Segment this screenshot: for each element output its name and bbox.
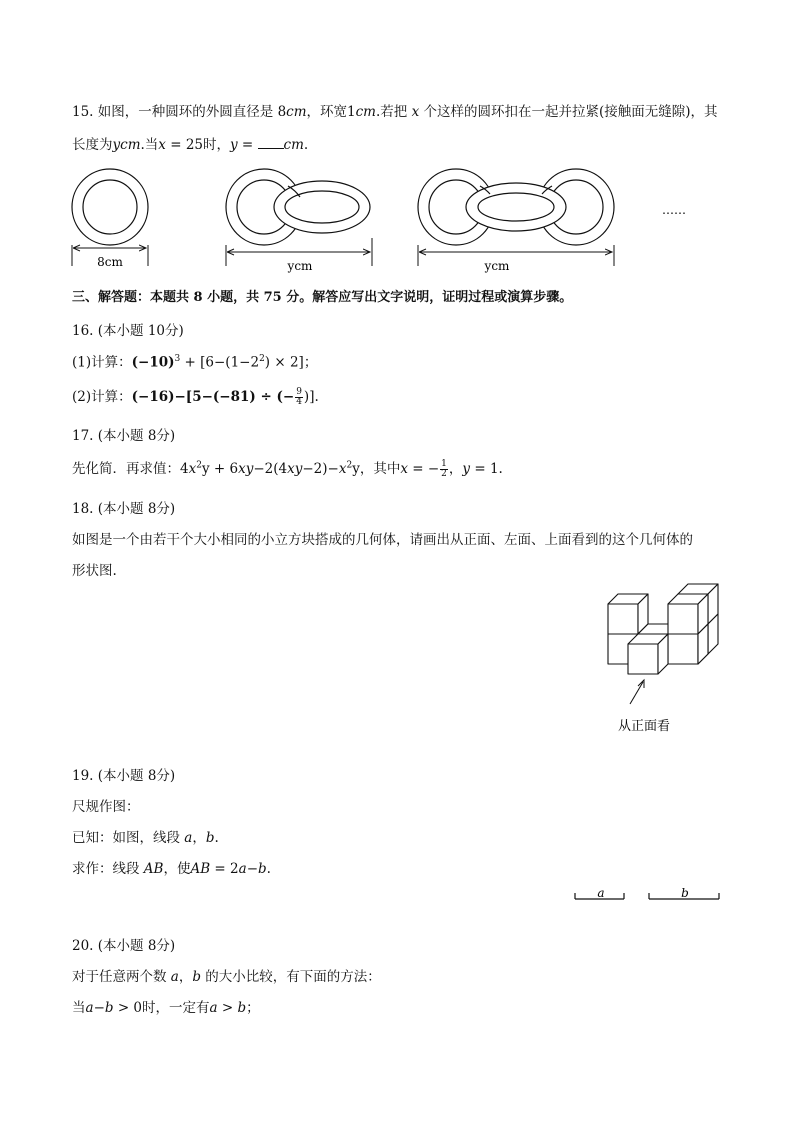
q20-text: 的大小比较，有下面的方法：	[201, 969, 381, 985]
q17-var: y	[462, 461, 471, 477]
q19-text: .	[266, 861, 271, 877]
q15-var: y	[230, 137, 238, 153]
q15-var: ycm	[112, 137, 141, 153]
segment-b-label: b	[681, 886, 689, 900]
single-ring	[72, 169, 148, 245]
q18-line-2: 形状图.	[72, 563, 117, 579]
front-view-caption: 从正面看	[617, 719, 671, 734]
q17-text: y，其中	[352, 461, 401, 477]
q20-text: 对于任意两个数	[72, 969, 171, 985]
q16-math: (−16)−[5−(−81) ÷ (−	[131, 389, 295, 405]
three-rings	[418, 169, 614, 245]
q16-math: ) × 2]；	[264, 354, 318, 371]
frac-den: 4	[296, 397, 302, 407]
cubes-figure	[598, 582, 728, 742]
q16-text: (1)计算：	[72, 354, 132, 371]
q17-var: xy	[287, 461, 303, 477]
answer-blank[interactable]	[258, 136, 284, 149]
q20-var: a	[209, 1000, 218, 1016]
q19-title: 19. (本小题 8分)	[72, 768, 176, 784]
q17-var: xy	[238, 461, 254, 477]
ring-figure	[0, 160, 794, 280]
q16-title: 16. (本小题 10分)	[72, 323, 184, 339]
q20-text: ，	[178, 969, 193, 985]
q17-math: y + 6	[201, 461, 239, 477]
q16-exp: 2	[259, 354, 265, 364]
fig-label-8cm: 8cm	[97, 255, 123, 269]
section-instructions: 本题共 8 小题，共 75 分。解答应写出文字说明，证明过程或演算步骤。	[150, 290, 573, 305]
q17-var: x	[400, 461, 408, 477]
fraction-1-2	[440, 460, 448, 479]
q17-math: −2)−	[302, 461, 339, 477]
q19-text: ，使	[163, 861, 191, 877]
q15-line-2	[72, 136, 308, 153]
q17-math: 4	[180, 461, 189, 477]
q20-line-1	[72, 969, 381, 985]
q17-exp: 2	[196, 460, 202, 471]
q16-part-2	[72, 388, 319, 407]
q16-math: )].	[303, 389, 319, 405]
q17-text: 先化简．再求值：	[72, 461, 180, 477]
q19-line-3	[72, 861, 271, 877]
q20-var: a	[170, 969, 179, 985]
two-rings	[226, 169, 370, 245]
section-label: 三、解答题：	[72, 290, 151, 305]
q15-line-1	[72, 104, 718, 120]
q19-var: AB	[190, 861, 211, 877]
q15-text: ，环宽1	[306, 104, 356, 120]
q17-math: = −	[407, 461, 440, 477]
q17-math: = 1.	[470, 461, 503, 477]
q15-unit: cm	[286, 104, 307, 120]
q19-var: b	[258, 861, 267, 877]
fig-ellipsis: ……	[662, 203, 686, 217]
q20-text: 当	[72, 1000, 86, 1016]
q15-var: x	[411, 104, 420, 120]
q19-text: ，	[192, 830, 206, 846]
q17-title: 17. (本小题 8分)	[72, 428, 176, 444]
q15-text: .	[303, 137, 309, 153]
q20-text: −	[93, 1000, 105, 1016]
q20-var: a	[85, 1000, 94, 1016]
q20-line-2	[72, 1000, 260, 1016]
q20-title: 20. (本小题 8分)	[72, 938, 176, 954]
q15-text: =	[237, 137, 258, 153]
frac-num: 1	[441, 459, 447, 469]
q20-text: >	[217, 1000, 238, 1016]
q19-var: b	[205, 830, 215, 846]
fraction-9-4	[295, 388, 303, 407]
q16-math: (−10)	[131, 354, 175, 371]
q20-text: ；	[246, 1000, 260, 1016]
q19-line-2	[72, 830, 219, 846]
q20-var: b	[237, 1000, 247, 1016]
segments-figure	[570, 880, 730, 910]
q15-unit: cm	[283, 137, 304, 153]
q17-var: x	[338, 461, 347, 477]
q15-var: x	[158, 137, 166, 153]
q17-text	[72, 460, 503, 479]
q15-text: .若把	[376, 104, 412, 120]
q19-text: −	[246, 861, 258, 877]
q15-text: 个这样的圆环扣在一起并拉紧(接触面无缝隙)，其	[419, 104, 718, 120]
segment-a-label: a	[597, 886, 605, 900]
q16-exp: 3	[174, 354, 181, 364]
q19-text: 已知：如图，线段	[72, 830, 185, 846]
q19-text: = 2	[210, 861, 239, 877]
q19-var: AB	[143, 861, 164, 877]
q15-text: = 25时，	[165, 137, 230, 153]
q16-text: (2)计算：	[72, 389, 132, 405]
q19-var: a	[184, 830, 193, 846]
q16-math: + [6−(1−2	[180, 354, 260, 371]
q19-line-1: 尺规作图：	[72, 799, 140, 815]
q15-text: .当	[140, 137, 159, 153]
q19-text: .	[214, 830, 219, 846]
q17-math: −2(4	[253, 461, 288, 477]
frac-num: 9	[296, 387, 302, 397]
fig-label-ycm-2: ycm	[484, 259, 510, 273]
q15-text: 8	[277, 104, 287, 120]
q17-var: x	[188, 461, 197, 477]
q16-part-1	[72, 354, 317, 371]
frac-den: 2	[441, 469, 447, 479]
q15-text: 长度为	[72, 137, 113, 153]
q20-var: b	[104, 1000, 114, 1016]
q15-text: 15. 如图，一种圆环的外圆直径是	[72, 104, 278, 120]
fig-label-ycm-1: ycm	[287, 259, 313, 273]
q19-var: a	[238, 861, 247, 877]
q20-text: > 0时，一定有	[113, 1000, 210, 1016]
section-3-heading	[72, 290, 572, 306]
q18-line-1: 如图是一个由若干个大小相同的小立方块搭成的几何体，请画出从正面、左面、上面看到的这个几何体的	[72, 532, 693, 548]
q18-title: 18. (本小题 8分)	[72, 501, 176, 517]
q20-var: b	[192, 969, 202, 985]
q17-text: ，	[448, 461, 463, 477]
q19-text: 求作：线段	[72, 861, 144, 877]
q17-exp: 2	[346, 460, 353, 471]
q15-unit: cm	[355, 104, 376, 120]
